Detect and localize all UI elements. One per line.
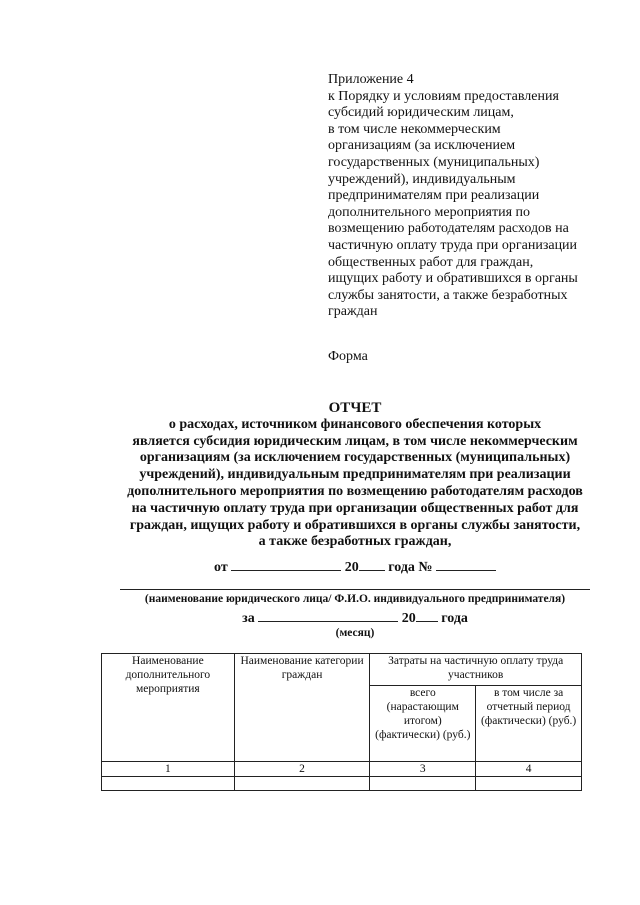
header-activity-name: Наименование дополнительного мероприятия: [102, 654, 235, 762]
appendix-line: организациям (за исключением: [328, 138, 516, 154]
report-title: [95, 400, 615, 551]
date-year-suffix: года №: [388, 560, 433, 575]
header-total: всего (нарастающим итогом) (фактически) (руб.): [370, 686, 476, 762]
appendix-line: учреждений), индивидуальным: [328, 171, 516, 187]
date-year-prefix: 20: [344, 560, 359, 575]
column-number: 1: [102, 762, 235, 777]
appendix-line: субсидий юридическим лицам,: [328, 105, 514, 121]
report-title-line: организациям (за исключением государственных (муниципальных): [139, 450, 571, 466]
month-caption: (месяц): [335, 627, 375, 639]
period-for-label: за: [242, 611, 255, 626]
form-label: Форма: [328, 349, 368, 364]
entity-name-caption: (наименование юридического лица/ Ф.И.О. индивидуального предпринимателя): [144, 593, 566, 605]
report-title-line: является субсидия юридическим лицам, в том числе некоммерческим: [132, 433, 578, 449]
report-date-line: [95, 557, 615, 576]
report-title-line: граждан, ищущих работу и обратившихся в органы службы занятости,: [129, 517, 581, 533]
report-title-line: учреждений), индивидуальным предпринимателям при реализации: [139, 467, 571, 483]
date-from-label: от: [214, 560, 228, 575]
report-title-line: дополнительного мероприятия по возмещению работодателям расходов: [127, 483, 583, 499]
table-cell[interactable]: [370, 777, 476, 791]
appendix-line: дополнительного мероприятия по: [328, 204, 531, 220]
month-blank-field[interactable]: [258, 608, 398, 622]
header-citizen-category: Наименование категории граждан: [234, 654, 370, 762]
table-cell[interactable]: [102, 777, 235, 791]
report-period-line: [95, 608, 615, 627]
report-title-line: о расходах, источником финансового обеспечения которых: [168, 416, 542, 432]
expenses-table: [101, 653, 582, 791]
number-blank-field[interactable]: [436, 557, 496, 571]
header-labor-costs: Затраты на частичную оплату труда участников: [370, 654, 582, 686]
report-title-line: на частичную оплату труда при организации общественных работ для: [131, 500, 579, 516]
period-year-prefix: 20: [401, 611, 416, 626]
appendix-line: предпринимателям при реализации: [328, 188, 540, 204]
table-cell[interactable]: [234, 777, 370, 791]
table-row: [102, 777, 582, 791]
appendix-line: граждан: [328, 304, 378, 320]
appendix-line: государственных (муниципальных): [328, 154, 540, 170]
entity-name-line[interactable]: [120, 589, 590, 590]
header-reporting-period: в том числе за отчетный период (фактически) (руб.): [476, 686, 582, 762]
period-year-suffix: года: [441, 611, 468, 626]
appendix-line: ищущих работу и обратившихся в органы: [328, 271, 578, 287]
column-number: 3: [370, 762, 476, 777]
appendix-line: возмещению работодателям расходов на: [328, 221, 569, 237]
appendix-line: частичную оплату труда при организации: [328, 237, 578, 253]
report-title-main: ОТЧЕТ: [328, 400, 382, 416]
year-blank-field[interactable]: [359, 557, 385, 571]
date-blank-field[interactable]: [231, 557, 341, 571]
report-title-line: а также безработных граждан,: [258, 534, 452, 550]
appendix-line: в том числе некоммерческим: [328, 121, 501, 137]
appendix-line: службы занятости, а также безработных: [328, 287, 568, 303]
appendix-line: к Порядку и условиям предоставления: [328, 88, 559, 104]
appendix-line: Приложение 4: [328, 72, 414, 87]
appendix-block: [328, 72, 618, 321]
period-year-blank-field[interactable]: [416, 608, 438, 622]
table-cell[interactable]: [476, 777, 582, 791]
column-number: 2: [234, 762, 370, 777]
appendix-line: общественных работ для граждан,: [328, 254, 534, 270]
column-number: 4: [476, 762, 582, 777]
